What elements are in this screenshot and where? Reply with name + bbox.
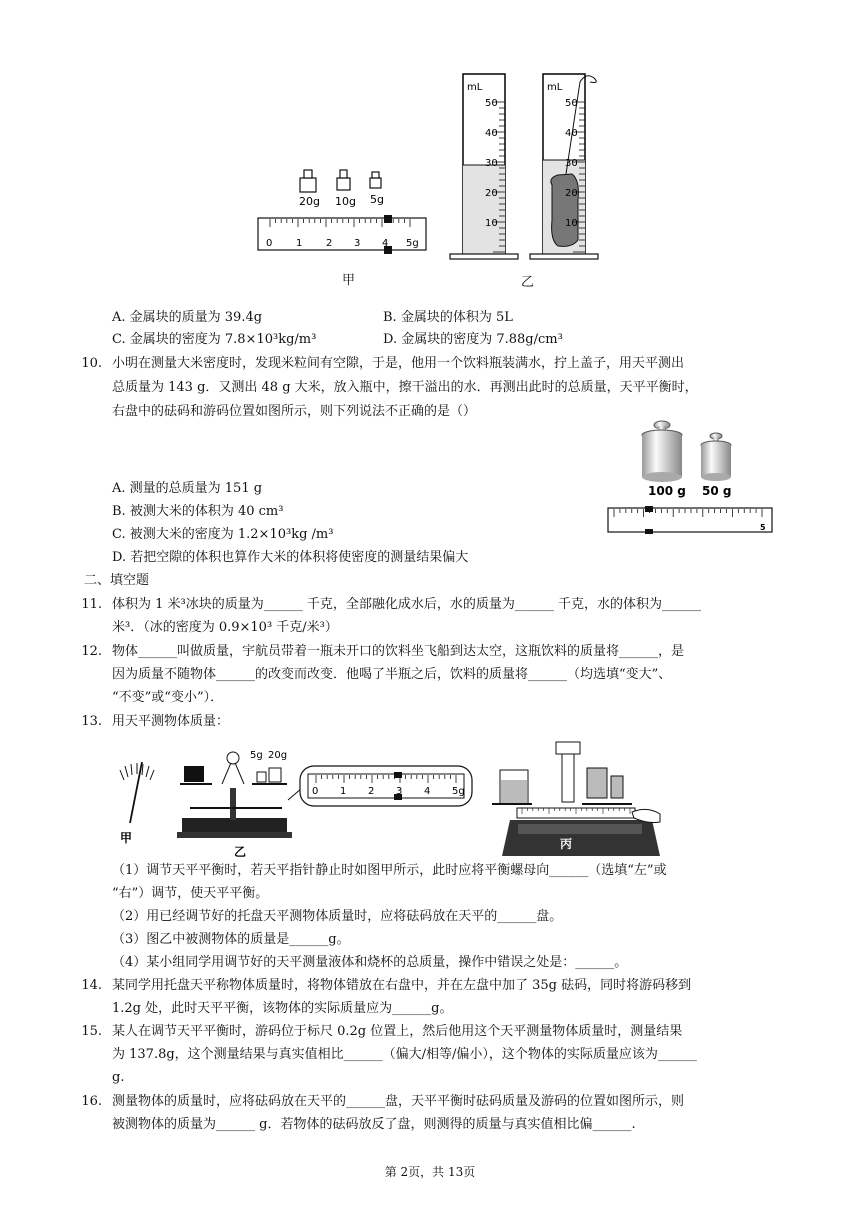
cylinder-tick-label: 50: [565, 98, 578, 109]
q12-line-3: “不变”或“变小”）．: [112, 690, 224, 705]
tick-label: 1: [296, 238, 303, 249]
weight-label-10g: 10g: [335, 195, 356, 208]
tick-label: 0: [312, 786, 319, 797]
cylinder-tick-label: 50: [485, 98, 498, 109]
q10-figure: [600, 420, 780, 540]
q13-line-1: 用天平测物体质量：: [112, 714, 230, 729]
q10-line-2: 总质量为 143 g．又测出 48 g 大米，放入瓶中，擦干溢出的水．再测出此时的总质量，天平平衡时，: [112, 380, 698, 395]
scale-end-label: 5: [760, 523, 766, 532]
q10-option-c: C. 被测大米的密度为 1.2×10³kg /m³: [112, 527, 334, 542]
q13-sub-2: （2）用已经调节好的托盘天平测物体质量时，应将砝码放在天平的______盘。: [112, 909, 563, 924]
q13-figure-graphic: [112, 728, 672, 858]
q13-caption-yi: 乙: [234, 845, 247, 858]
q9-option-b: B. 金属块的体积为 5L: [383, 310, 513, 325]
tick-label: 2: [368, 786, 375, 797]
q10-option-a: A. 测量的总质量为 151 g: [112, 481, 263, 496]
q9-option-c: C. 金属块的密度为 7.8×10³kg/m³: [112, 332, 317, 347]
q13-sub-3: （3）图乙中被测物体的质量是______g。: [112, 932, 350, 947]
q11-line-1: 体积为 1 米³冰块的质量为______ 千克，全部融化成水后，水的质量为______ 千克，水的体积为______: [112, 597, 702, 612]
cylinder-tick-label: 30: [565, 158, 578, 169]
graduated-cylinder-empty: [450, 74, 518, 259]
page-footer: 第 2页，共 13页: [384, 1165, 476, 1179]
cylinder-unit-label: mL: [547, 82, 563, 93]
q9-caption-jia: 甲: [342, 273, 356, 288]
q14-line-2: 1.2g 处，此时天平平衡，该物体的实际质量应为______g。: [112, 1001, 453, 1016]
weight-5g: [370, 172, 381, 188]
q16-line-1: 测量物体的质量时，应将砝码放在天平的______盘，天平平衡时砝码质量及游码的位置如图所示，则: [112, 1094, 685, 1109]
q13-number: 13.: [81, 714, 102, 729]
q10-option-d: D. 若把空隙的体积也算作大米的体积将使密度的测量结果偏大: [112, 550, 469, 565]
q11-number: 11.: [81, 597, 102, 612]
tick-label: 4: [424, 786, 431, 797]
rider-scale: [258, 215, 426, 254]
q15-number: 15.: [81, 1024, 102, 1039]
rider: [645, 506, 653, 512]
q10-line-3: 右盘中的砝码和游码位置如图所示，则下列说法不正确的是（）: [112, 404, 477, 419]
q9-option-a: A. 金属块的质量为 39.4g: [112, 310, 263, 325]
cylinder-tick-label: 10: [485, 218, 498, 229]
q13-figure: [112, 728, 672, 858]
q11-line-2: 米³．（冰的密度为 0.9×10³ 千克/米³）: [112, 620, 338, 635]
tick-label: 3: [354, 238, 361, 249]
tick-label: 3: [396, 786, 403, 797]
cylinder-tick-label: 30: [485, 158, 498, 169]
tick-label: 5g: [452, 786, 465, 797]
section-title-fill-blank: 二、填空题: [84, 573, 150, 588]
q10-option-b: B. 被测大米的体积为 40 cm³: [112, 504, 284, 519]
tick-label: 5g: [406, 238, 419, 249]
object-block: [184, 766, 204, 782]
q13-caption-bing: 丙: [560, 837, 573, 851]
q15-line-1: 某人在调节天平平衡时，游码位于标尺 0.2g 位置上，然后他用这个天平测量物体质量时，测量结果: [112, 1024, 683, 1039]
q13-weight-20g-label: 20g: [268, 750, 288, 761]
tick-label: 1: [340, 786, 347, 797]
weight-label-5g: 5g: [370, 193, 384, 206]
q13-sub-1b: “右”）调节，使天平平衡。: [112, 886, 269, 901]
q9-figure: [250, 70, 630, 290]
balance-bing: [492, 742, 660, 856]
q10-line-1: 小明在测量大米密度时，发现米粒间有空隙，于是，他用一个饮料瓶装满水，拧上盖子，用天平测出: [112, 356, 685, 371]
q10-number: 10.: [81, 356, 102, 371]
q16-number: 16.: [81, 1094, 102, 1109]
q10-rider-scale: [608, 506, 772, 534]
q13-caption-jia: 甲: [120, 831, 133, 845]
balance-yi: [177, 752, 292, 838]
q15-line-2: 为 137.8g，这个测量结果与真实值相比______（偏大/相等/偏小），这个物体的实际质量应该为______: [112, 1047, 697, 1062]
weight-50g-label: 50 g: [702, 484, 732, 498]
cylinder-tick-label: 10: [565, 218, 578, 229]
q10-figure-graphic: [600, 420, 780, 540]
weight-10g: [337, 170, 350, 190]
tick-label: 0: [266, 238, 273, 249]
cylinder-tick-label: 40: [485, 128, 498, 139]
weight-50g: [701, 433, 731, 481]
pointer-dial-jia: [120, 762, 154, 823]
q13-weight-5g-label: 5g: [250, 750, 263, 761]
q13-rider-scale: [300, 766, 472, 806]
weight-20g: [300, 170, 316, 192]
q9-caption-yi: 乙: [521, 275, 535, 290]
q15-line-3: g.: [112, 1070, 125, 1085]
q16-line-2: 被测物体的质量为______ g．若物体的砝码放反了盘，则测得的质量与真实值相比偏______.: [112, 1117, 636, 1132]
q14-number: 14.: [81, 978, 102, 993]
q14-line-1: 某同学用托盘天平称物体质量时，将物体错放在右盘中，并在左盘中加了 35g 砝码，同时将游码移到: [112, 978, 692, 993]
weight-100g-label: 100 g: [648, 484, 686, 498]
q13-sub-4: （4）某小组同学用调节好的天平测量液体和烧杯的总质量，操作中错误之处是：______。: [112, 955, 628, 970]
weight-label-20g: 20g: [299, 195, 320, 208]
q12-line-2: 因为质量不随物体______的改变而改变．他喝了半瓶之后，饮料的质量将______（均选填“变大”、: [112, 667, 672, 682]
cylinder-tick-label: 20: [565, 188, 578, 199]
q12-number: 12.: [81, 644, 102, 659]
rider: [394, 772, 402, 778]
cylinder-tick-label: 40: [565, 128, 578, 139]
weight-100g: [642, 421, 682, 482]
tick-label: 4: [382, 238, 389, 249]
q9-option-d: D. 金属块的密度为 7.88g/cm³: [383, 332, 563, 347]
tick-label: 2: [326, 238, 333, 249]
graduated-cylinder-with-metal: [530, 74, 598, 259]
q9-figure-graphic: [250, 70, 630, 290]
q12-line-1: 物体______叫做质量，宇航员带着一瓶未开口的饮料坐飞船到达太空，这瓶饮料的质量将______，是: [112, 644, 685, 659]
rider: [384, 215, 392, 223]
cylinder-unit-label: mL: [467, 82, 483, 93]
q13-sub-1a: （1）调节天平平衡时，若天平指针静止时如图甲所示，此时应将平衡螺母向______（选填“左”或: [112, 863, 667, 878]
cylinder-tick-label: 20: [485, 188, 498, 199]
